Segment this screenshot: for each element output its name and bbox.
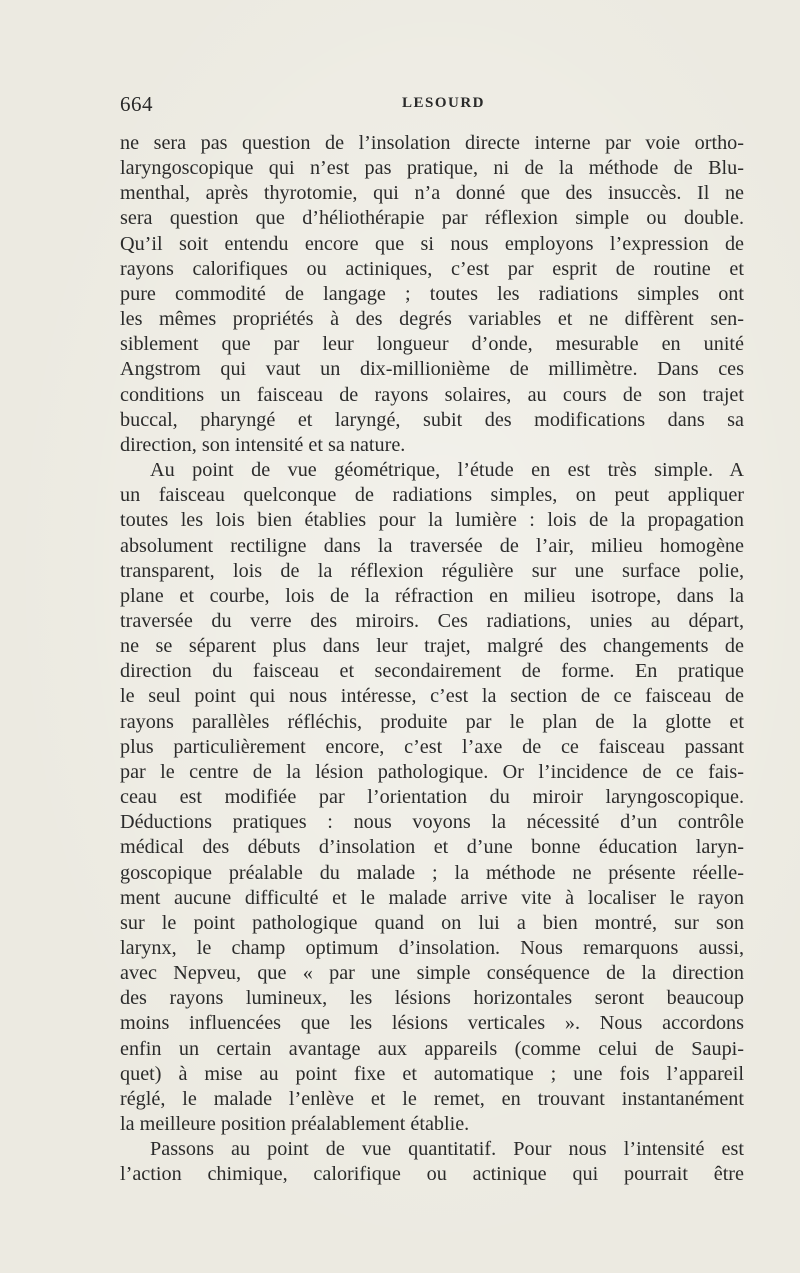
text-line: des rayons lumineux, les lésions horizontales seront beaucoup bbox=[120, 987, 744, 1010]
text-line: sera question que d’héliothérapie par réflexion simple ou double. bbox=[120, 207, 744, 230]
paragraph bbox=[120, 131, 744, 458]
text-line: l’action chimique, calorifique ou actinique qui pourrait être bbox=[120, 1163, 744, 1186]
text-line: les mêmes propriétés à des degrés variables et ne diffèrent sen- bbox=[120, 308, 744, 331]
text-line: par le centre de la lésion pathologique. Or l’incidence de ce fais- bbox=[120, 760, 744, 783]
text-line: plane et courbe, lois de la réfraction en milieu isotrope, dans la bbox=[120, 584, 744, 607]
text-line: un faisceau quelconque de radiations simples, on peut appliquer bbox=[120, 484, 744, 507]
paragraph bbox=[120, 1137, 744, 1187]
text-line: ne se séparent plus dans leur trajet, malgré des changements de bbox=[120, 635, 744, 658]
text-line: réglé, le malade l’enlève et le remet, en trouvant instantanément bbox=[120, 1087, 744, 1110]
text-line: Déductions pratiques : nous voyons la nécessité d’un contrôle bbox=[120, 811, 744, 834]
text-line: Qu’il soit entendu encore que si nous employons l’expression de bbox=[120, 232, 744, 255]
text-line: la meilleure position préalablement établie. bbox=[120, 1113, 470, 1136]
text-line: ne sera pas question de l’insolation directe interne par voie ortho- bbox=[120, 132, 744, 154]
text-line: toutes les lois bien établies pour la lumière : lois de la propagation bbox=[120, 509, 744, 532]
text-line: direction du faisceau et secondairement de forme. En pratique bbox=[120, 660, 744, 683]
text-line: rayons parallèles réfléchis, produite par le plan de la glotte et bbox=[120, 710, 744, 733]
text-line: avec Nepveu, que « par une simple conséquence de la direction bbox=[120, 962, 744, 985]
body-text bbox=[120, 131, 744, 1188]
text-line: traversée du verre des miroirs. Ces radiations, unies au départ, bbox=[120, 609, 744, 632]
paragraph bbox=[120, 458, 744, 1137]
page-header bbox=[120, 92, 746, 116]
text-line: pure commodité de langage ; toutes les radiations simples ont bbox=[120, 282, 744, 305]
text-line: médical des débuts d’insolation et d’une bonne éducation laryn- bbox=[120, 836, 744, 859]
text-line: menthal, après thyrotomie, qui n’a donné que des insuccès. Il ne bbox=[120, 182, 744, 205]
text-line: buccal, pharyngé et laryngé, subit des modifications dans sa bbox=[120, 408, 744, 431]
text-line: ment aucune difficulté et le malade arrive vite à localiser le rayon bbox=[120, 886, 744, 909]
text-line: Passons au point de vue quantitatif. Pour nous l’intensité est bbox=[150, 1138, 744, 1161]
text-line: laryngoscopique qui n’est pas pratique, ni de la méthode de Blu- bbox=[120, 157, 744, 180]
text-line: Angstrom qui vaut un dix-millionième de millimètre. Dans ces bbox=[120, 358, 744, 381]
text-line: Au point de vue géométrique, l’étude en est très simple. A bbox=[150, 459, 744, 482]
text-line: transparent, lois de la réflexion régulière sur une surface polie, bbox=[120, 559, 744, 582]
text-line: ceau est modifiée par l’orientation du miroir laryngoscopique. bbox=[120, 786, 744, 809]
text-line: larynx, le champ optimum d’insolation. Nous remarquons aussi, bbox=[120, 937, 744, 959]
text-line: moins influencées que les lésions verticales ». Nous accordons bbox=[120, 1012, 744, 1035]
page-number: 664 bbox=[120, 92, 153, 116]
text-line: plus particulièrement encore, c’est l’axe de ce faisceau passant bbox=[120, 735, 744, 758]
text-line: goscopique préalable du malade ; la méthode ne présente réelle- bbox=[120, 861, 744, 884]
text-line: siblement que par leur longueur d’onde, mesurable en unité bbox=[120, 333, 744, 356]
text-line: enfin un certain avantage aux appareils (comme celui de Saupi- bbox=[120, 1037, 744, 1060]
text-line: sur le point pathologique quand on lui a bien montré, sur son bbox=[120, 911, 744, 934]
running-head: LESOURD bbox=[402, 95, 486, 111]
text-line: le seul point qui nous intéresse, c’est la section de ce faisceau de bbox=[120, 685, 744, 708]
text-line: quet) à mise au point fixe et automatique ; une fois l’appareil bbox=[120, 1062, 744, 1085]
text-line: direction, son intensité et sa nature. bbox=[120, 433, 406, 456]
text-line: conditions un faisceau de rayons solaires, au cours de son trajet bbox=[120, 383, 744, 406]
text-line: rayons calorifiques ou actiniques, c’est par esprit de routine et bbox=[120, 257, 744, 280]
text-line: absolument rectiligne dans la traversée de l’air, milieu homogène bbox=[120, 534, 744, 557]
